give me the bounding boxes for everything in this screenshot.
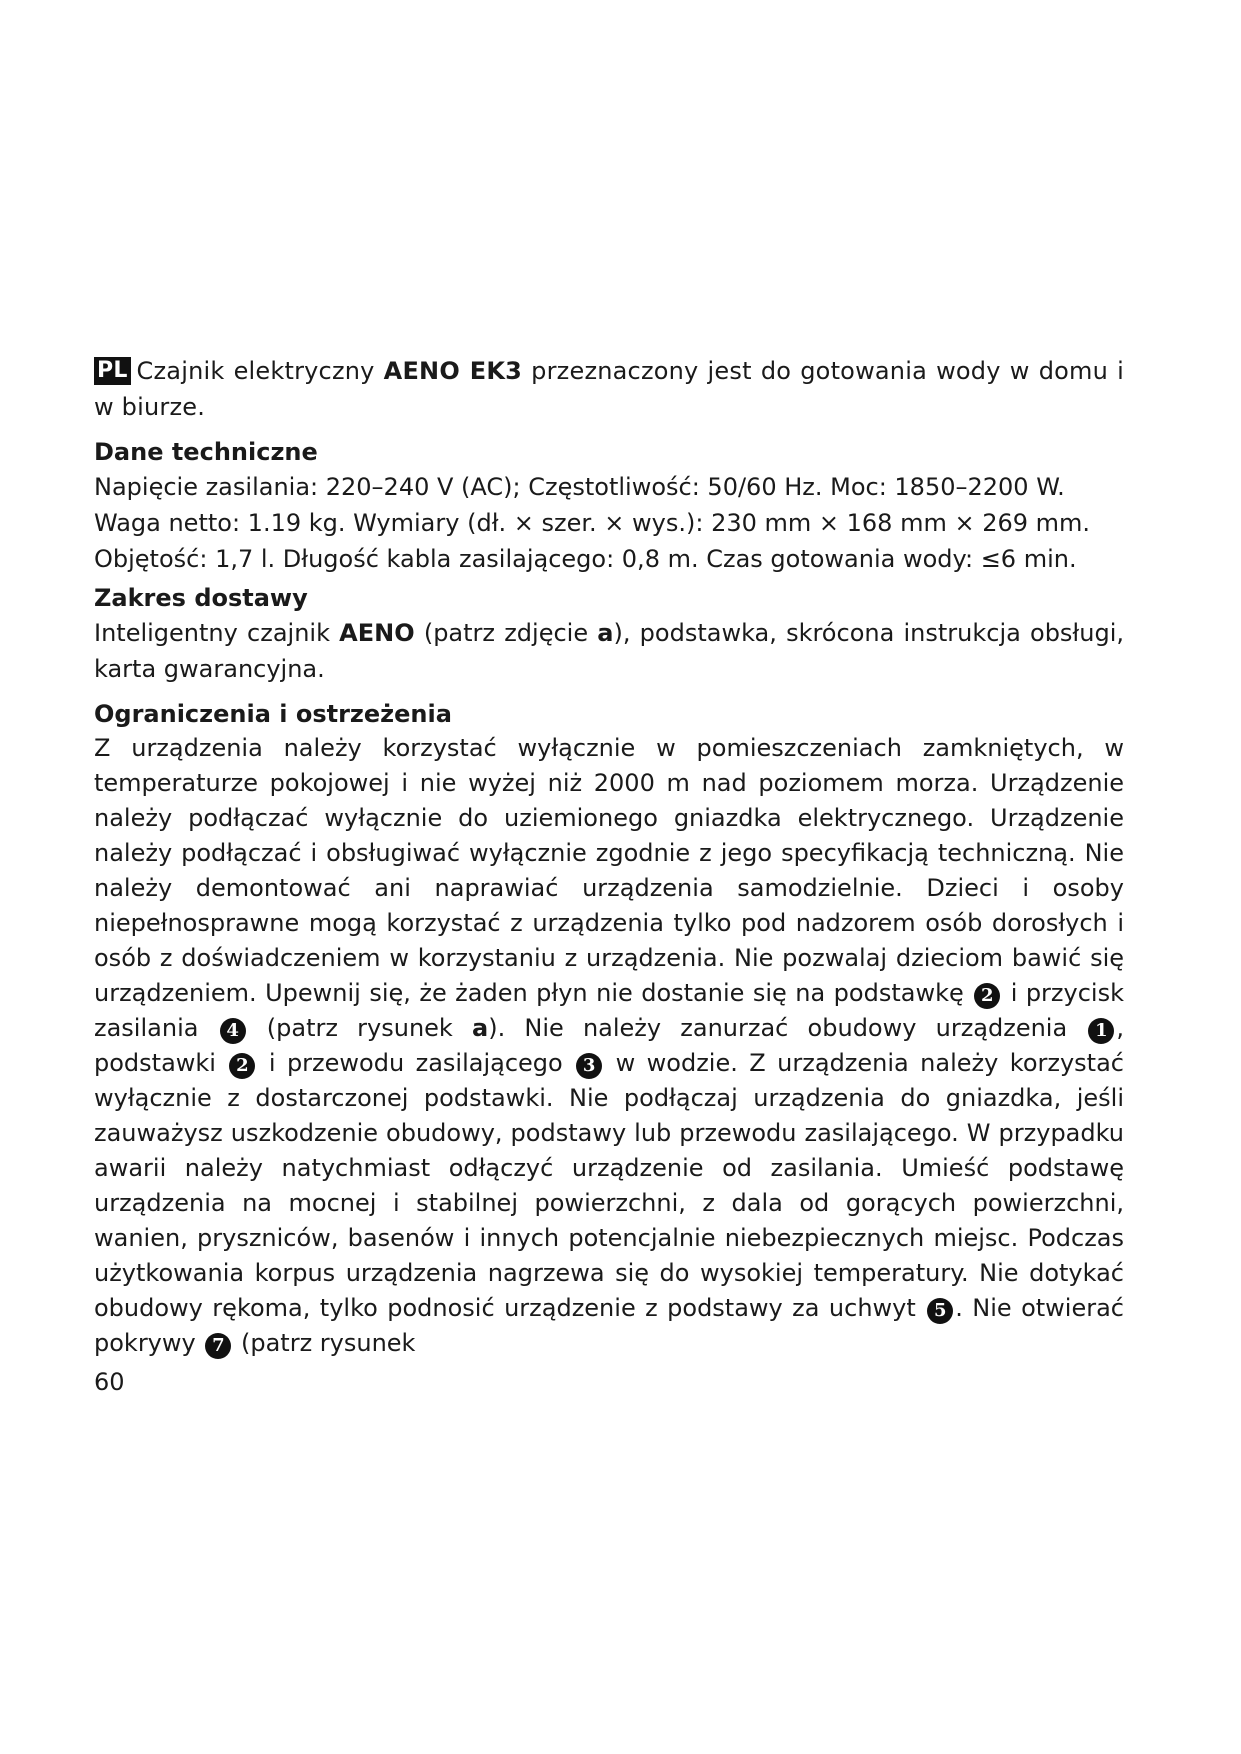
warnings-text-6: i przewodu zasilającego xyxy=(257,1049,575,1077)
warnings-figure-ref: a xyxy=(472,1014,489,1042)
page-number: 60 xyxy=(94,1368,125,1396)
product-name: AENO EK3 xyxy=(383,357,523,385)
language-badge: PL xyxy=(94,357,131,385)
intro-text-after: przeznaczony jest do gotowania wody w domu i w biurze. xyxy=(94,357,1124,421)
intro-paragraph xyxy=(94,353,1124,425)
tech-specs xyxy=(94,469,1124,577)
part-number-1-icon: 1 xyxy=(1088,1018,1114,1044)
manual-page xyxy=(94,353,1124,1399)
part-number-2-icon: 2 xyxy=(974,983,1000,1009)
delivery-text-2: (patrz zdjęcie xyxy=(414,619,598,647)
warnings-text-1: Z urządzenia należy korzystać wyłącznie w pomieszczeniach zamkniętych, w temperaturze pokojowej i nie wyżej niż 2000 m nad poziomem morza. Urządzenie należy podłączać wyłącznie do uziemionego gniazdka elektrycznego. Urządzenie należy podłączać i obsługiwać wyłącznie zgodnie z jego specyfikacją techniczną. Nie należy demontować ani naprawiać urządzenia samodzielnie. Dzieci i osoby niepełnosprawne mogą korzystać z urządzenia tylko pod nadzorem osób dorosłych i osób z doświadczeniem w korzystaniu z urządzenia. Nie pozwalaj dzieciom bawić się urządzeniem. Upewnij się, że żaden płyn nie dostanie się na podstawkę xyxy=(94,734,1124,1007)
part-number-4-icon: 4 xyxy=(220,1018,246,1044)
tech-heading: Dane techniczne xyxy=(94,438,318,466)
warnings-heading: Ograniczenia i ostrzeżenia xyxy=(94,700,452,728)
warnings-text-3: (patrz rysunek xyxy=(247,1014,473,1042)
delivery-paragraph xyxy=(94,615,1124,687)
warnings-text-5: , podstawki xyxy=(94,1014,1125,1077)
spec-line-power: Napięcie zasilania: 220–240 V (AC); Częstotliwość: 50/60 Hz. Moc: 1850–2200 W. xyxy=(94,473,1065,501)
warnings-text-9: (patrz rysunek xyxy=(233,1329,416,1357)
delivery-brand: AENO xyxy=(339,619,415,647)
delivery-text-3: ), podstawka, skrócona instrukcja obsługi, karta gwarancyjna. xyxy=(94,619,1124,683)
delivery-heading: Zakres dostawy xyxy=(94,584,308,612)
spec-line-volume: Objętość: 1,7 l. Długość kabla zasilającego: 0,8 m. Czas gotowania wody: ≤6 min. xyxy=(94,545,1077,573)
part-number-7-icon: 7 xyxy=(205,1333,231,1359)
warnings-paragraph xyxy=(94,731,1124,1361)
part-number-3-icon: 3 xyxy=(576,1053,602,1079)
warnings-text-8: . Nie otwierać pokrywy xyxy=(94,1294,1124,1357)
intro-text-before: Czajnik elektryczny xyxy=(136,357,384,385)
part-number-5-icon: 5 xyxy=(927,1298,953,1324)
delivery-text-1: Inteligentny czajnik xyxy=(94,619,340,647)
warnings-text-7: w wodzie. Z urządzenia należy korzystać wyłącznie z dostarczonej podstawki. Nie podłączaj urządzenia do gniazdka, jeśli zauważysz uszkodzenie obudowy, podstawy lub przewodu zasilającego. W przypadku awarii należy natychmiast odłączyć urządzenie od zasilania. Umieść podstawę urządzenia na mocnej i stabilnej powierzchni, z dala od gorących powierzchni, wanien, pryszniców, basenów i innych potencjalnie niebezpiecznych miejsc. Podczas użytkowania korpus urządzenia nagrzewa się do wysokiej temperatury. Nie dotykać obudowy rękoma, tylko podnosić urządzenie z podstawy za uchwyt xyxy=(94,1049,1124,1322)
part-number-2b-icon: 2 xyxy=(229,1053,255,1079)
warnings-text-2: i przycisk zasilania xyxy=(94,979,1124,1042)
delivery-figure-ref: a xyxy=(597,619,614,647)
spec-line-weight: Waga netto: 1.19 kg. Wymiary (dł. × szer. × wys.): 230 mm × 168 mm × 269 mm. xyxy=(94,509,1091,537)
warnings-text-4: ). Nie należy zanurzać obudowy urządzenia xyxy=(488,1014,1087,1042)
